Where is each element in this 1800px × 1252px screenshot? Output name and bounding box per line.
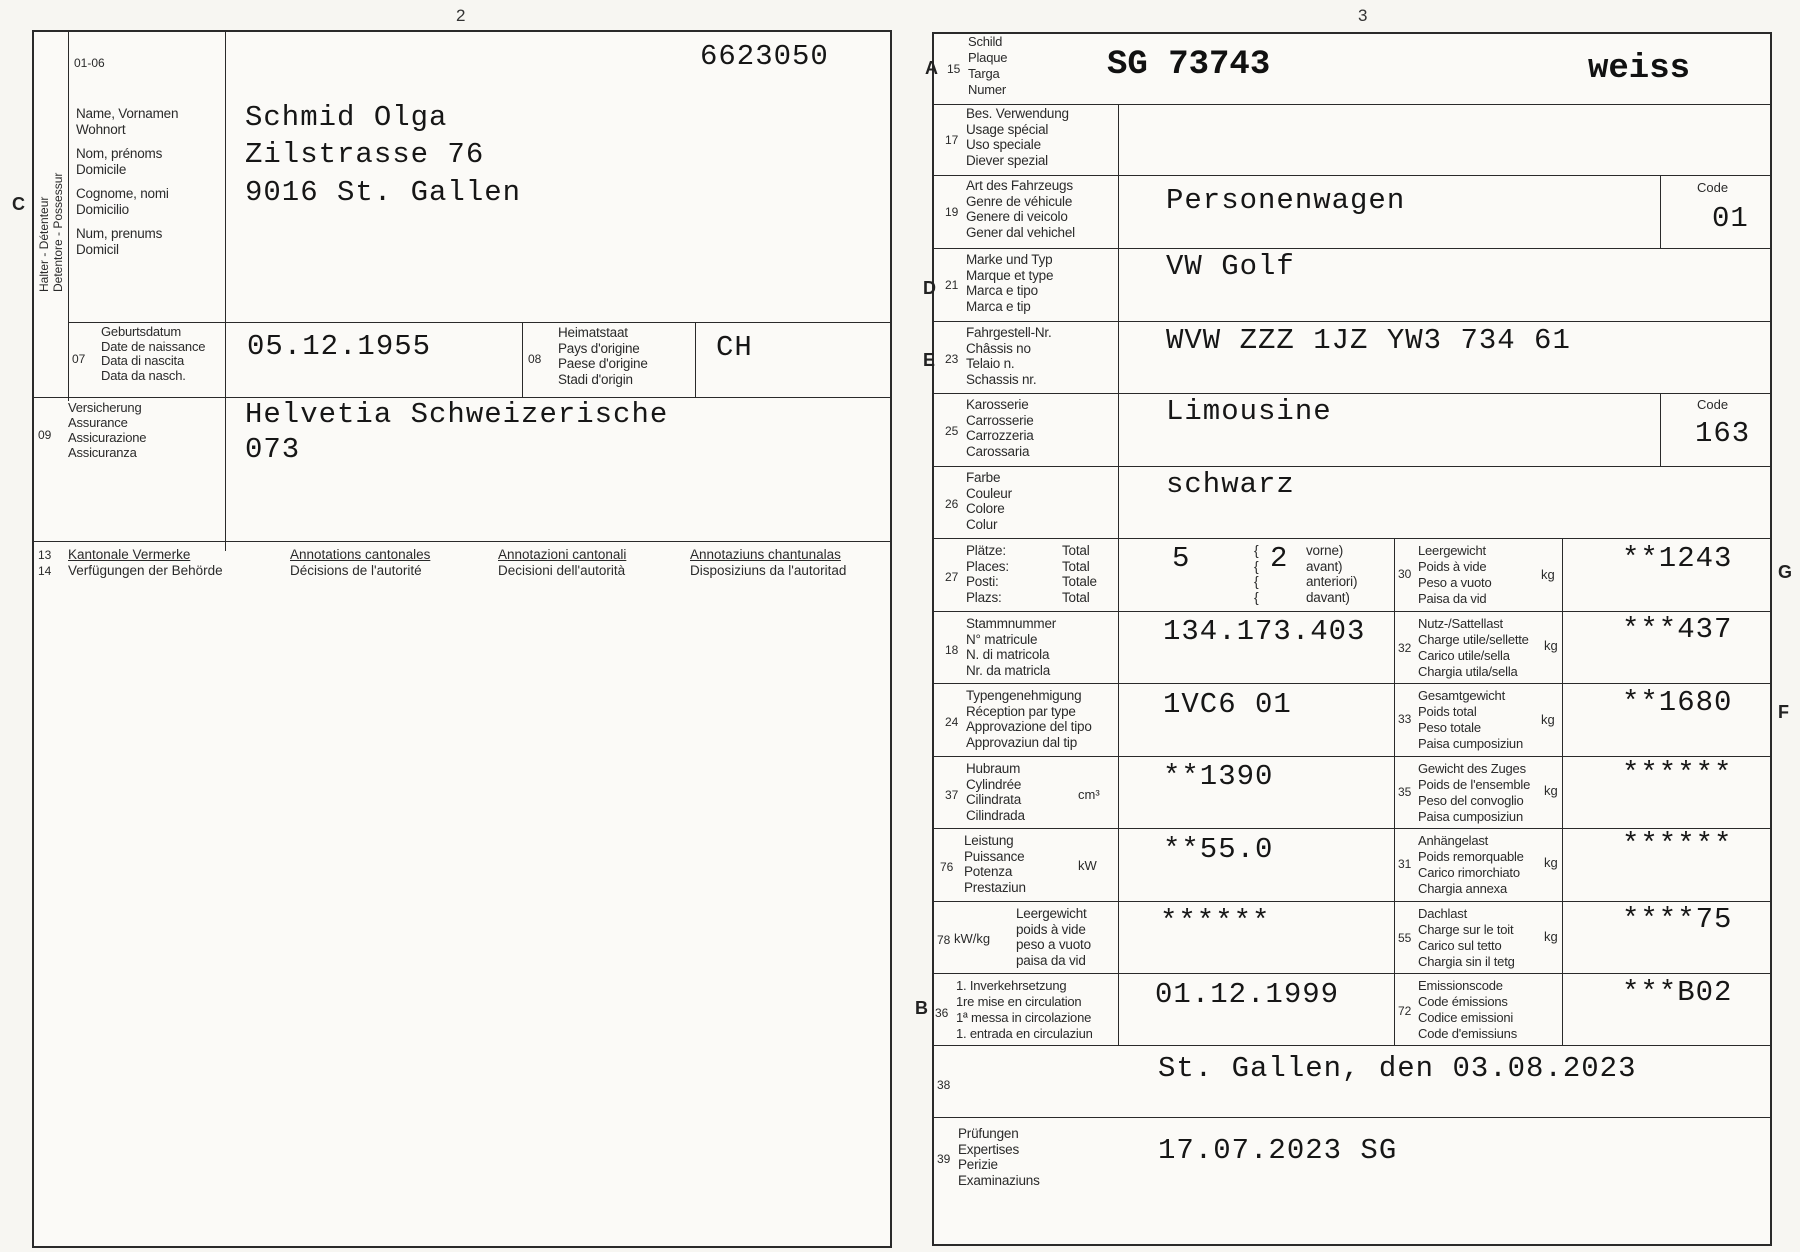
power-weight-value: ****** [1160,905,1271,938]
type-approval-value: 1VC6 01 [1163,688,1292,721]
first-registration-value: 01.12.1999 [1155,978,1340,1011]
weight-35-value: ****** [1622,757,1733,790]
power-weight-unit: kW/kg [954,931,991,946]
seats-labels: Plätze: Places: Posti: Plazs: [966,543,1009,605]
inspections-labels: Prüfungen Expertises Perizie Examinaziuns [958,1126,1040,1188]
body-value: Limousine [1166,395,1332,428]
page-number-left: 2 [456,6,466,25]
annotations-col-1: Kantonale Vermerke Verfügungen der Behörde [68,547,223,578]
weight-30-value: **1243 [1622,542,1733,575]
holder-city: 9016 St. Gallen [245,176,522,209]
stammnummer-num: 18 [945,643,959,657]
seats-front-labels: vorne) avant) anteriori) davant) [1306,543,1358,605]
chassis-labels: Fahrgestell-Nr. Châssis no Telaio n. Schassis nr. [966,325,1052,387]
side-mark-d: D [923,278,936,298]
birth-labels: Geburtsdatum Date de naissance Data di nascita Data da nasch. [101,324,206,383]
weight-32-value: ***437 [1622,613,1733,646]
annotations-num1: 13 [38,548,52,562]
holder-name: Schmid Olga [245,101,448,134]
displacement-value: **1390 [1163,760,1274,793]
displacement-num: 37 [945,788,959,802]
vehicle-type-code: 01 [1712,202,1749,235]
seats-total-labels: Total Total Totale Total [1062,543,1097,605]
body-num: 25 [945,424,959,438]
inspections-value: 17.07.2023 SG [1158,1134,1398,1167]
birth-date: 05.12.1955 [247,330,432,363]
insurance-labels: Versicherung Assurance Assicurazione Assicuranza [68,400,147,460]
annotations-col-2: Annotations cantonales Décisions de l'autorité [290,547,431,578]
place-date-num: 38 [937,1078,951,1092]
power-value: **55.0 [1163,833,1274,866]
place-date-value: St. Gallen, den 03.08.2023 [1158,1052,1637,1085]
insurance-line1: Helvetia Schweizerische [245,398,669,431]
home-country-labels: Heimatstaat Pays d'origine Paese d'origine Stadi d'origin [558,325,648,387]
body-code-label: Code [1697,397,1729,412]
body-code: 163 [1695,417,1751,450]
chassis-value: WVW ZZZ 1JZ YW3 734 61 [1166,324,1571,357]
body-labels: Karosserie Carrosserie Carrozzeria Carossaria [966,397,1034,459]
seats-total: 5 [1172,542,1191,575]
side-mark-e: E [923,350,936,370]
weight-33-value: **1680 [1622,686,1733,719]
holder-field-number: 01-06 [74,56,105,70]
plate-color: weiss [1588,50,1691,88]
colour-value: schwarz [1166,468,1295,501]
side-mark-a: A [925,58,938,78]
home-country-num: 08 [528,352,542,366]
make-num: 21 [945,278,959,292]
seats-num: 27 [945,570,959,584]
home-country: CH [716,331,753,364]
weight-72-value: ***B02 [1622,976,1733,1009]
chassis-num: 23 [945,352,959,366]
vehicle-type-code-label: Code [1697,180,1729,195]
side-mark-f: F [1778,702,1789,722]
insurance-num: 09 [38,428,52,442]
insurance-line2: 073 [245,433,301,466]
page-number-right: 3 [1358,6,1368,25]
type-approval-num: 24 [945,715,959,729]
side-mark-b: B [915,998,928,1018]
power-weight-labels: Leergewicht poids à vide peso a vuoto paisa da vid [1016,906,1091,968]
plate-labels: Schild Plaque Targa Numer [968,34,1008,97]
power-labels: Leistung Puissance Potenza Prestaziun [964,833,1026,895]
displacement-labels: Hubraum Cylindrée Cilindrata Cilindrada [966,761,1025,823]
power-unit: kW [1078,858,1097,873]
holder-labels: Name, Vornamen Wohnort Nom, prénoms Domicile Cognome, nomi Domicilio Num, prenums Domicil [76,106,179,257]
weight-55-value: ****75 [1622,903,1733,936]
power-weight-num: 78 [937,933,951,947]
annotations-num2: 14 [38,564,52,578]
stammnummer-labels: Stammnummer N° matricule N. di matricola Nr. da matricla [966,616,1057,678]
annotations-col-4: Annotaziuns chantunalas Disposiziuns da l'autoritad [690,547,847,578]
vehicle-type-num: 19 [945,205,959,219]
holder-street: Zilstrasse 76 [245,138,485,171]
side-mark-g: G [1778,562,1793,582]
annotations-col-3: Annotazioni cantonali Decisioni dell'autorità [498,547,627,578]
inspections-num: 39 [937,1152,951,1166]
seats-front: 2 [1270,542,1289,575]
colour-num: 26 [945,497,959,511]
make-labels: Marke und Typ Marque et type Marca e tipo Marca e tip [966,252,1054,314]
first-registration-num: 36 [935,1006,949,1020]
first-registration-labels: 1. Inverkehrsetzung 1re mise en circulation 1ª messa in circolazione 1. entrada en circulaziun [956,978,1093,1041]
special-use-labels: Bes. Verwendung Usage spécial Uso speciale Diever spezial [966,106,1069,168]
weight-31-value: ****** [1622,828,1733,861]
holder-record-number: 6623050 [700,40,829,73]
colour-labels: Farbe Couleur Colore Colur [966,470,1012,532]
birth-num: 07 [72,352,86,366]
power-num: 76 [940,860,954,874]
plate-number: SG 73743 [1107,46,1271,84]
displacement-unit: cm³ [1078,787,1100,802]
vehicle-type-labels: Art des Fahrzeugs Genre de véhicule Genere di veicolo Gener dal vehichel [966,178,1075,240]
special-use-num: 17 [945,133,959,147]
seats-brace: { { { { [1254,542,1259,605]
type-approval-labels: Typengenehmigung Réception par type Approvazione del tipo Approvaziun dal tip [966,688,1092,750]
holder-vertical-label-1: Halter - Détenteur [37,196,51,292]
make-value: VW Golf [1166,250,1295,283]
side-mark-c: C [12,194,25,214]
vehicle-type-value: Personenwagen [1166,184,1406,217]
plate-num: 15 [947,62,961,76]
stammnummer-value: 134.173.403 [1163,615,1366,648]
holder-vertical-label-2: Detentore - Possessur [51,172,65,292]
